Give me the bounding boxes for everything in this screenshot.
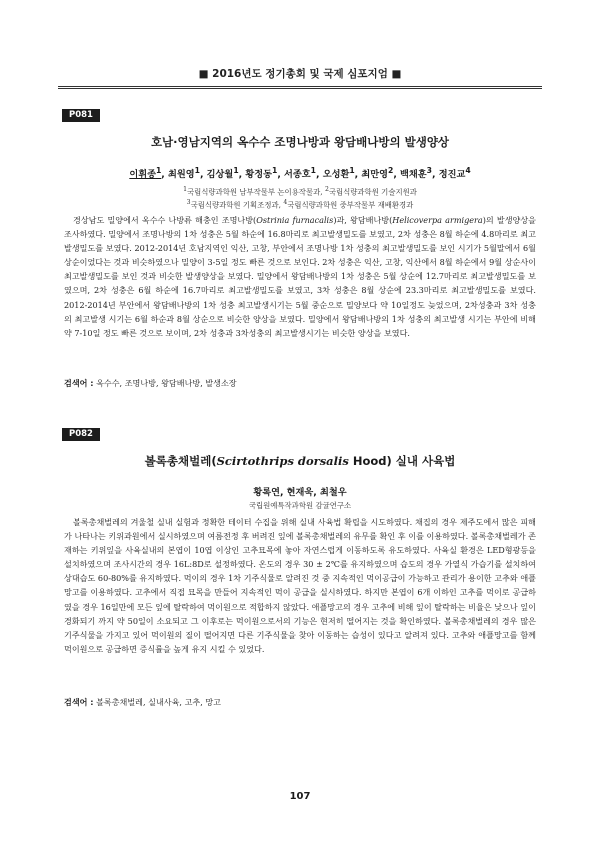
abstract-title: 볼록총채벌레(Scirtothrips dorsalis Hood) 실내 사육법 xyxy=(144,454,456,468)
page-number: 107 xyxy=(289,791,311,802)
keywords-label: 검색어 : xyxy=(64,378,94,388)
abstract-title: 호남·영남지역의 옥수수 조명나방과 왕담배나방의 발생양상 xyxy=(150,135,450,149)
author-name: 백채훈$^3$ xyxy=(400,166,432,181)
keywords-text: 옥수수, 조명나방, 왕담배나방, 발생소장 xyxy=(96,378,237,388)
author-name: 황정동$^1$ xyxy=(245,166,278,181)
keywords-text: 볼록총채벌레, 실내사육, 고추, 망고 xyxy=(96,697,221,707)
abstract-paragraph: 경상남도 밀양에서 옥수수 나방류 해충인 조명나방(Ostrinia furnacalis)과, 왕담배나방(Helicoverpa armigera)의 발생양상을 조사하였다. 밀양에서 조명나방의 1차 성충은 5월 하순에 16.8마리로 최고발생밀도를 보였고, 2차 성충은 8월 하순에 4.8마리로 최고발생밀도를 보였다. 2012-2014년 호남지역인 익산, 고창, 부안에서 조명나방 1차 성충의 최고발생밀도를 보인 시기가 5월말에서 6월 상순이었다는 것과 비슷하였으나 밀양이 3-5일 정도 빠른 것으로 보인다. 2차 성충은 익산, 고창, 익산에서 8월 하순에서 9월 상순사이 최고발생밀도를 보인 것과 비슷한 발생양상을 보였다. 밀양에서 왕담배나방의 1차 성충은 5월 상순에 12.7마리로 최고발생밀도를 보였으며, 2차 성충은 6월 하순에 16.7마리로 최고발생밀도를 보였고, 3차 성충은 8월 상순에 23.3마리로 최고발생밀도를 보였다. 2012-2014년 부안에서 왕담배나방의 1차 성충 최고발생시기는 5월 중순으로 밀양보다 약 10일정도 늦었으며, 2차성충과 3차 성충의 최고발생 시기는 6월 하순과 8월 상순으로 비슷한 양상을 보였다. 밀양에서 왕담배나방의 1차 성충의 최고발생 시기는 부안에 비해 약 7-10일 정도 빠른 것으로 보이며, 2차 성충과 3차성충의 최고발생시기는 비슷한 양상을 보였다. xyxy=(64,215,536,338)
abstract-code: P081 xyxy=(62,109,100,122)
header-rule-thin xyxy=(58,88,542,89)
abstract-paragraph: 볼록총채벌레의 겨울철 실내 실험과 정확한 테이터 수집을 위해 실내 사육법 확립을 시도하였다. 채집의 경우 제주도에서 많은 피해가 나타나는 키위과원에서 실시하였으며 여름전정 후 버려진 잎에 볼록총채벌레의 유무를 확인 후 이를 이용하였다. 볼록총채벌레가 존재하는 키위잎을 사육실내의 본엽이 10엽 이상인 고추묘목에 놓아 자연스럽게 이동하도록 유도하였다. 사육실 환경은 LED형광등을 설치하였으며 조사시간의 경우 16L:8D로 설정하였다. 온도의 경우 30 ± 2℃를 유지하였으며 습도의 경우 가열식 가습기를 설치하여 상대습도 60-80%를 유지하였다. 먹이의 경우 1차 기주식물로 알려진 것 중 지속적인 먹이공급이 가능하고 관리가 용이한 고추와 애플망고를 이용하였다. 고추에서 직접 묘목을 만들어 지속적인 먹이 공급을 실시하였다. 하지만 본엽이 6개 이하인 고추를 먹이로 공급하였을 경우 16일만에 모든 잎에 탈락하여 먹이원으로 적합하지 않았다. 애플망고의 경우 고추에 비해 잎이 탈락하는 비율은 낮으나 잎이 경화되기 까지 약 50일이 소요되고 그 이후로는 먹이원으로서의 기능은 현저히 떨어지는 것을 확인하였다. 볼록총채벌레의 경우 많은 기주식물을 가지고 있어 먹이원의 질이 떨어지면 다른 기주식물을 찾아 이동하는 습성이 있다고 알려져 있다. 고추와 애플망고를 함께 먹이원으로 공급하면 증식률을 높게 유지 시킬 수 있었다. xyxy=(64,517,536,654)
affiliations xyxy=(62,184,538,211)
author-name: 정진교$^4$ xyxy=(438,166,471,181)
author-name: 이휘종$^1$ xyxy=(129,166,162,181)
keywords xyxy=(64,378,237,389)
keywords-label: 검색어 : xyxy=(64,697,94,707)
author-name: 김상월$^1$ xyxy=(206,166,239,181)
author-name: 최만영$^2$ xyxy=(361,166,394,181)
keywords xyxy=(64,697,221,708)
affiliation-line: $^1$국립식량과학원 남부작물부 논이용작물과, $^2$국립식량과학원 기술지원과 xyxy=(183,186,417,197)
author-list: 이휘종$^1$, 최원영$^1$, 김상월$^1$, 황정동$^1$, 서종호$^1$, 오성환$^1$, 최만영$^2$, 백채훈$^3$, 정진교$^4$ xyxy=(129,166,471,181)
author-name: 최원영$^1$ xyxy=(168,166,200,181)
abstract-body xyxy=(64,213,536,340)
affiliations: 국립원예특작과학원 감귤연구소 xyxy=(248,501,352,510)
header-title: ■ 2016년도 정기총회 및 국제 심포지엄 ■ xyxy=(198,68,402,80)
abstract-code: P082 xyxy=(62,428,100,441)
header-rule xyxy=(58,86,542,87)
author-list: 황록연, 현재욱, 최철우 xyxy=(253,487,347,498)
author-name: 서종호$^1$ xyxy=(284,166,316,181)
abstract-body xyxy=(64,515,536,656)
affiliation-line: $^3$국립식량과학원 기획조정과, $^4$국립식량과학원 중부작물부 재배환경과 xyxy=(186,199,414,210)
author-name: 오성환$^1$ xyxy=(322,166,355,181)
